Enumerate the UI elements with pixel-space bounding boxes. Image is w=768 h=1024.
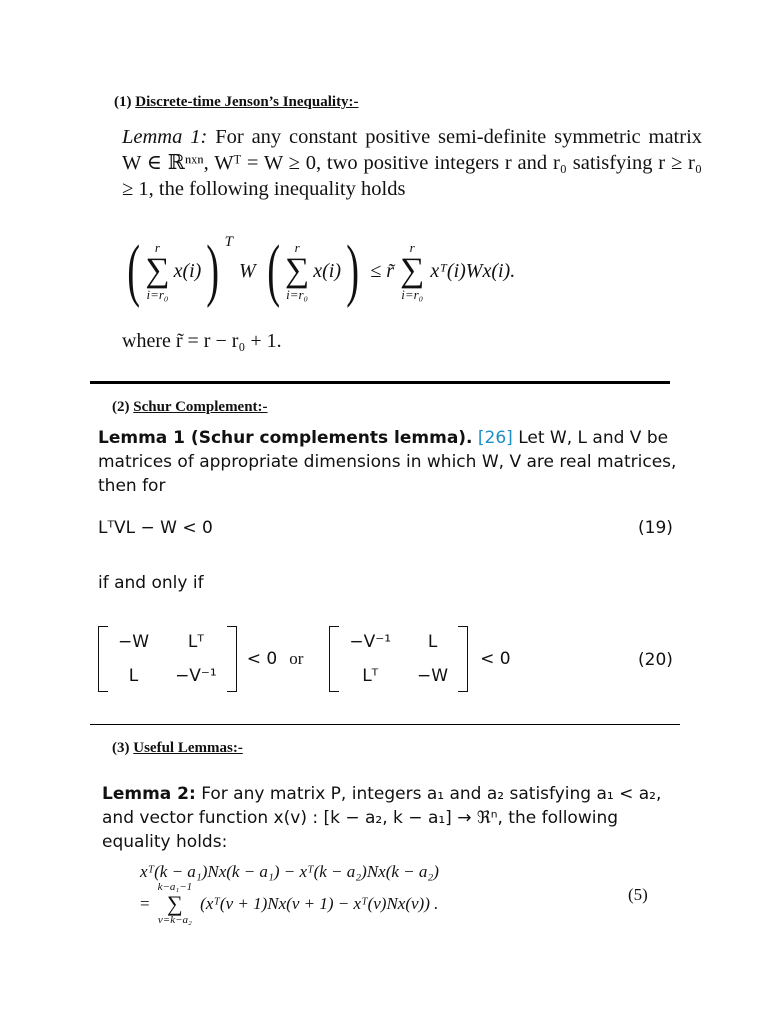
section-1-heading [114, 94, 359, 111]
lemma-2-label: Lemma 2: [102, 784, 196, 804]
matrix-2: −V⁻¹ L Lᵀ −W [329, 626, 468, 692]
lemma-2-useful [102, 782, 662, 854]
section-2-heading [112, 399, 268, 416]
jensen-inequality-equation: ( r ∑ i=r₀ x(i) ) T W ( r ∑ i=r₀ x(i) ) ≤ r̃ r ∑ i=r₀ xᵀ(i)Wx(i). [127, 232, 516, 309]
equation-5-line-2: = k−a₁−1 ∑ v=k−a₂ (xᵀ(v + 1)Nx(v + 1) − xᵀ(v)Nx(v)) . [140, 881, 439, 926]
section-divider-thin [90, 724, 680, 725]
schur-lemma-label: Lemma 1 (Schur complements lemma). [98, 428, 473, 448]
equation-20: −W Lᵀ L −V⁻¹ < 0 or −V⁻¹ L Lᵀ −W < 0 [98, 626, 511, 692]
sum-symbol-1: r ∑ i=r₀ [145, 240, 170, 302]
matrix-1: −W Lᵀ L −V⁻¹ [98, 626, 237, 692]
schur-lemma-statement: Let W, L and V be matrices of appropriate dimensions in which W, V are real matrices, then for [98, 428, 677, 496]
section-3-title: Useful Lemmas:- [133, 740, 243, 756]
lemma-1-schur [98, 426, 680, 498]
section-2-title: Schur Complement:- [133, 399, 268, 415]
section-2-number: (2) [112, 399, 134, 415]
sum-symbol-4: k−a₁−1 ∑ v=k−a₂ [157, 881, 193, 926]
sum-symbol-3: r ∑ i=r₀ [400, 240, 425, 302]
section-3-number: (3) [112, 740, 134, 756]
sum-symbol-2: r ∑ i=r₀ [284, 240, 310, 302]
section-3-heading [112, 740, 243, 757]
where-clause: where r̃ = r − r₀ + 1. [122, 330, 282, 352]
equation-19-label: (19) [638, 518, 673, 538]
section-1-title: Discrete-time Jenson’s Inequality:- [135, 94, 359, 110]
lemma-1-label: Lemma 1: [122, 126, 208, 148]
lemma-1-statement: For any constant positive semi-definite symmetric matrix W ∈ ℝⁿˣⁿ, Wᵀ = W ≥ 0, two positive integers r and r₀ satisfying r ≥ r₀ ≥ 1, the following inequality holds [122, 126, 703, 200]
if-and-only-if: if and only if [98, 573, 204, 593]
equation-5-label: (5) [628, 885, 648, 904]
equation-20-label: (20) [638, 650, 673, 670]
section-1-number: (1) [114, 94, 136, 110]
citation-link[interactable]: [26] [477, 428, 513, 448]
equation-19: LᵀVL − W < 0 [98, 518, 213, 538]
lemma-2-statement: For any matrix P, integers a₁ and a₂ satisfying a₁ < a₂, and vector function x(v) : [k − a₂, k − a₁] → ℜⁿ, the following equality holds: [102, 784, 662, 852]
section-divider-thick [90, 381, 670, 384]
lemma-1-jensen [122, 124, 702, 202]
equation-5-line-1: xᵀ(k − a₁)Nx(k − a₁) − xᵀ(k − a₂)Nx(k − a₂) [140, 862, 439, 881]
